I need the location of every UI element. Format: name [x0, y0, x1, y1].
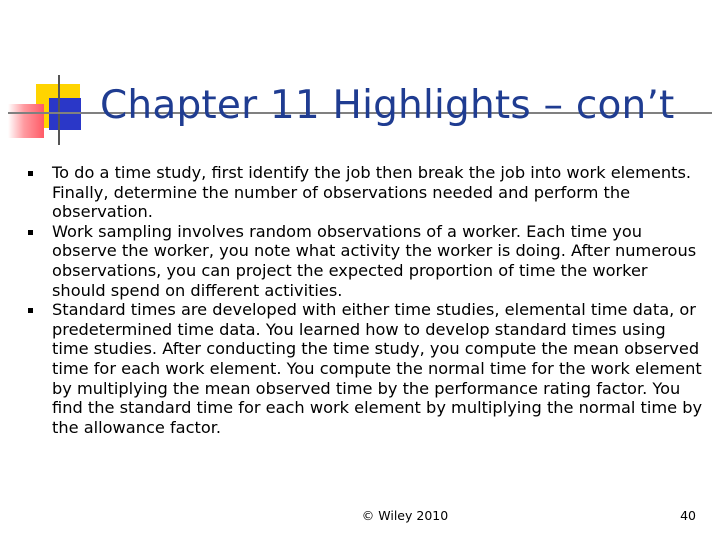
- decorative-blue-square: [49, 98, 81, 130]
- bullet-list: [26, 163, 706, 437]
- bullet-text: Work sampling involves random observations of a worker. Each time you observe the worker, you note what activity the worker is doing. After numerous observations, you can project the expected proportion of time the worker should spend on different activities.: [52, 221, 697, 300]
- square-bullet-icon: [28, 171, 33, 176]
- slide-title: Chapter 11 Highlights – con’t: [100, 83, 675, 128]
- decorative-red-gradient-square: [8, 104, 44, 138]
- bullet-item: [26, 222, 706, 300]
- bullet-item: [26, 300, 706, 437]
- bullet-text: To do a time study, first identify the job then break the job into work elements. Finally, determine the number of observations needed and perform the observation.: [52, 163, 692, 222]
- bullet-text: Standard times are developed with either time studies, elemental time data, or predetermined time data. You learned how to develop standard times using time studies. After conducting the time study, you compute the mean observed time for each work element. You compute the normal time for the work element by multiplying the mean observed time by the performance rating factor. You find the standard time for each work element by multiplying the normal time by the allowance factor.: [52, 300, 703, 437]
- square-bullet-icon: [28, 230, 33, 235]
- square-bullet-icon: [28, 308, 33, 313]
- page-number: 40: [680, 508, 696, 523]
- bullet-item: [26, 163, 706, 222]
- copyright-footer: © Wiley 2010: [361, 508, 449, 523]
- decorative-vertical-line: [58, 75, 60, 145]
